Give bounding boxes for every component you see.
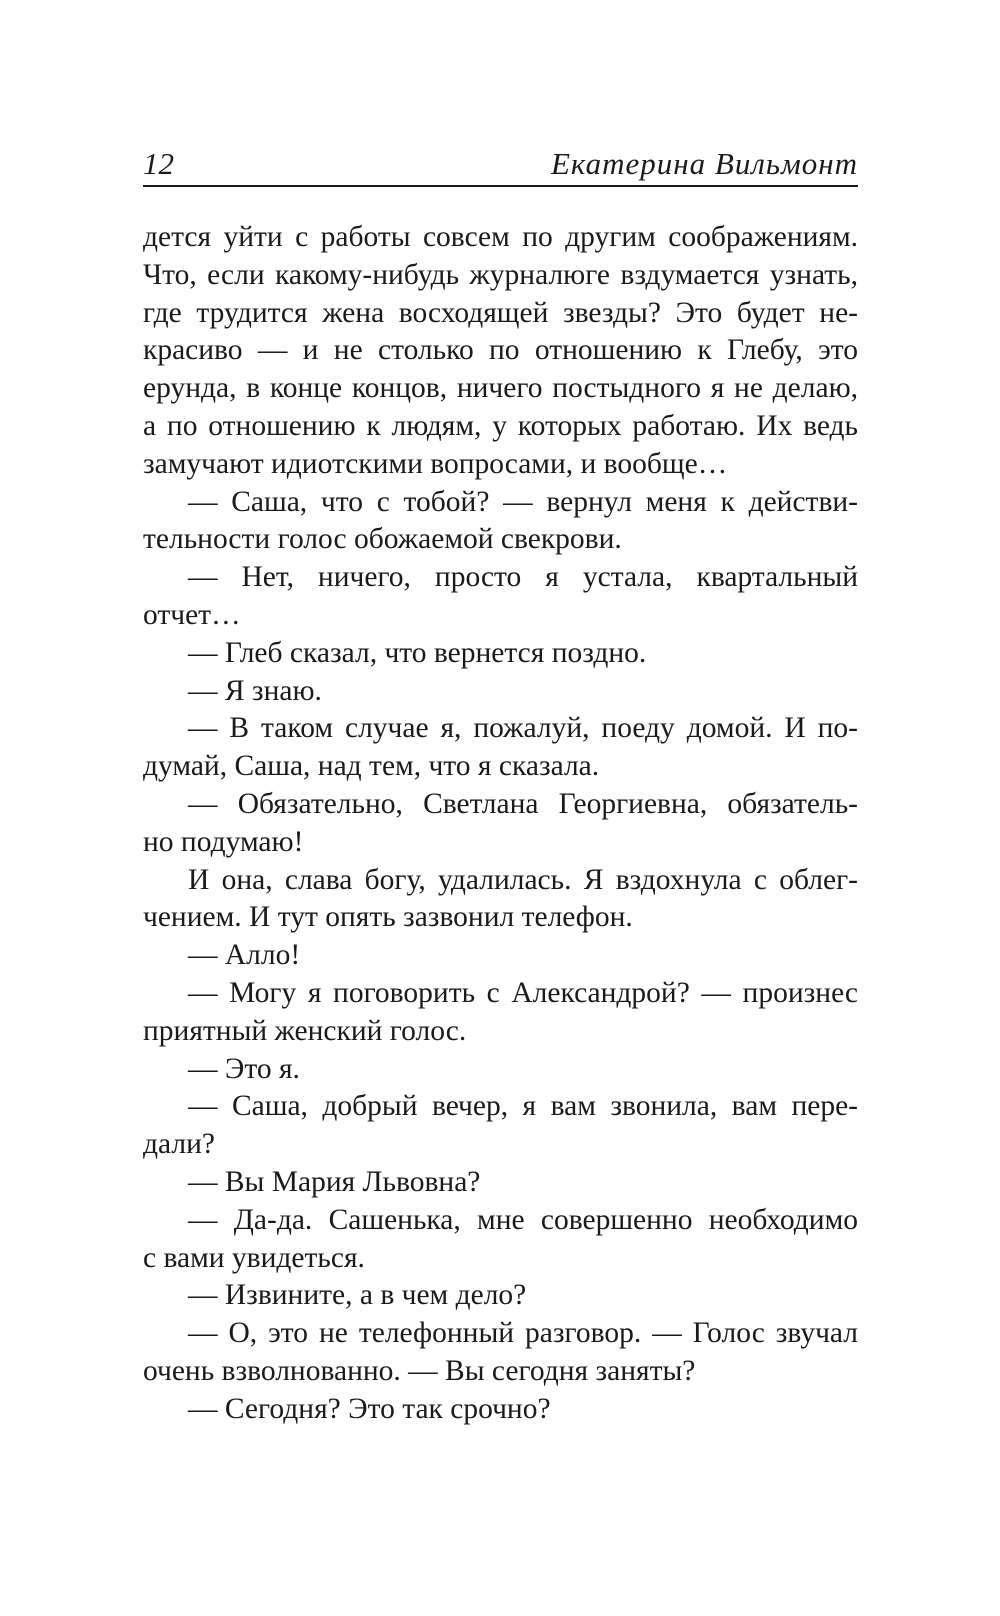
text-line: а по отношению к людям, у которых работаю. Их ведь — [143, 409, 858, 442]
text-line: ерунда, в конце концов, ничего постыдного я не делаю, — [143, 372, 858, 405]
body-text — [143, 219, 858, 1429]
text-line: где трудится жена восходящей звезды? Это будет не- — [143, 296, 858, 329]
text-line: — Алло! — [188, 939, 301, 972]
header-author: Екатерина Вильмонт — [550, 146, 858, 181]
text-line: — Саша, что с тобой? — вернул меня к действи- — [188, 485, 858, 518]
text-line: приятный женский голос. — [143, 1014, 467, 1047]
text-line: — Саша, добрый вечер, я вам звонила, вам пере- — [188, 1090, 858, 1123]
text-line: — В таком случае я, пожалуй, поеду домой. И по- — [188, 712, 858, 745]
text-line: — Я знаю. — [188, 674, 322, 707]
text-line: — О, это не телефонный разговор. — Голос звучал — [188, 1317, 858, 1350]
text-line: — Вы Мария Львовна? — [188, 1165, 481, 1198]
text-line: И она, слава богу, удалилась. Я вздохнула с облег- — [188, 863, 858, 896]
text-line: тельности голос обожаемой свекрови. — [143, 523, 622, 556]
text-line: с вами увидеться. — [143, 1241, 365, 1274]
page-number: 12 — [143, 146, 174, 181]
text-line: Что, если какому-нибудь журналюге вздумается узнать, — [143, 258, 858, 291]
text-line: — Обязательно, Светлана Георгиевна, обязатель- — [188, 787, 858, 820]
text-line: — Глеб сказал, что вернется поздно. — [188, 636, 647, 669]
running-head — [143, 143, 858, 185]
text-line: — Сегодня? Это так срочно? — [188, 1392, 551, 1425]
text-line: — Могу я поговорить с Александрой? — произнес — [188, 976, 858, 1009]
text-line: — Извините, а в чем дело? — [188, 1279, 527, 1312]
text-line: чением. И тут опять зазвонил телефон. — [143, 901, 633, 934]
text-line: — Да-да. Сашенька, мне совершенно необходимо — [188, 1203, 858, 1236]
text-line: думай, Саша, над тем, что я сказала. — [143, 750, 600, 783]
header-rule — [143, 185, 858, 187]
text-line: дали? — [143, 1128, 215, 1161]
text-line: очень взволнованно. — Вы сегодня заняты? — [143, 1354, 696, 1387]
text-line: но подумаю! — [143, 825, 304, 858]
text-line: — Нет, ничего, просто я устала, квартальный — [188, 561, 858, 594]
text-line: отчет… — [143, 598, 241, 631]
text-line: красиво — и не столько по отношению к Глебу, это — [143, 334, 858, 367]
text-line: — Это я. — [188, 1052, 300, 1085]
text-line: дется уйти с работы совсем по другим соображениям. — [143, 221, 858, 253]
text-line: замучают идиотскими вопросами, и вообще… — [143, 447, 728, 480]
